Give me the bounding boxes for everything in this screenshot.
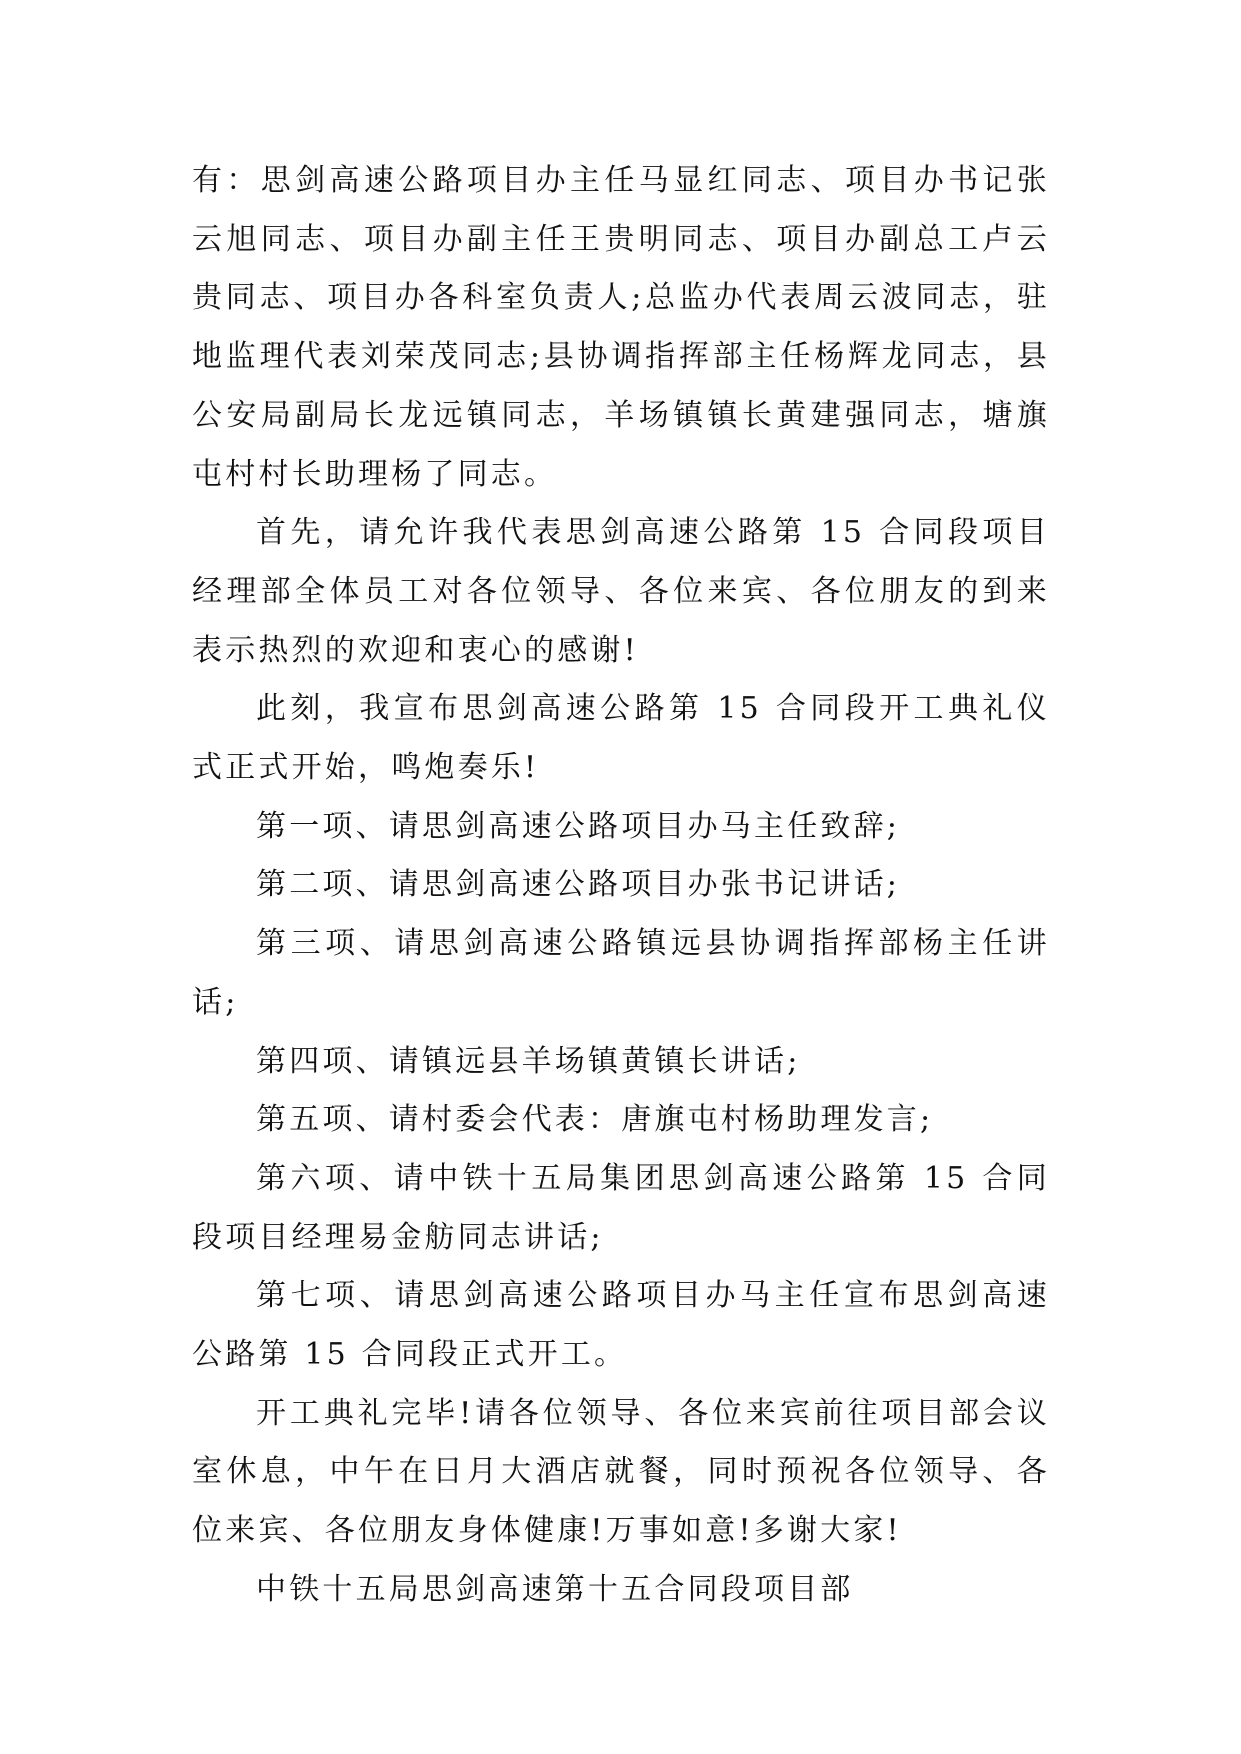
document-body: [192, 152, 1050, 1620]
signature-line: 中铁十五局思剑高速第十五合同段项目部: [256, 1571, 854, 1607]
agenda-item-1: 第一项、请思剑高速公路项目办马主任致辞;: [256, 808, 901, 844]
agenda-item-2: 第二项、请思剑高速公路项目办张书记讲话;: [256, 867, 901, 903]
agenda-item-5: 第五项、请村委会代表：唐旗屯村杨助理发言;: [256, 1102, 934, 1138]
agenda-item-4: 第四项、请镇远县羊场镇黄镇长讲话;: [256, 1043, 801, 1079]
agenda-item-3: 第三项、请思剑高速公路镇远县协调指挥部杨主任讲话;: [192, 926, 1050, 1020]
agenda-item-6: 第六项、请中铁十五局集团思剑高速公路第 15 合同段项目经理易金舫同志讲话;: [192, 1160, 1050, 1255]
agenda-item-7: 第七项、请思剑高速公路项目办马主任宣布思剑高速公路第 15 合同段正式开工。: [192, 1278, 1050, 1373]
opening-paragraph: 此刻，我宣布思剑高速公路第 15 合同段开工典礼仪式正式开始，鸣炮奏乐!: [192, 691, 1050, 786]
attendees-paragraph: 有：思剑高速公路项目办主任马显红同志、项目办书记张云旭同志、项目办副主任王贵明同志、项目办副总工卢云贵同志、项目办各科室负责人;总监办代表周云波同志，驻地监理代表刘荣茂同志;县协调指挥部主任杨辉龙同志，县公安局副局长龙远镇同志，羊场镇镇长黄建强同志，塘旗屯村村长助理杨了同志。: [192, 163, 1050, 492]
welcome-paragraph: 首先，请允许我代表思剑高速公路第 15 合同段项目经理部全体员工对各位领导、各位来宾、各位朋友的到来表示热烈的欢迎和衷心的感谢!: [192, 515, 1050, 668]
closing-paragraph: 开工典礼完毕!请各位领导、各位来宾前往项目部会议室休息，中午在日月大酒店就餐，同时预祝各位领导、各位来宾、各位朋友身体健康!万事如意!多谢大家!: [192, 1395, 1050, 1549]
